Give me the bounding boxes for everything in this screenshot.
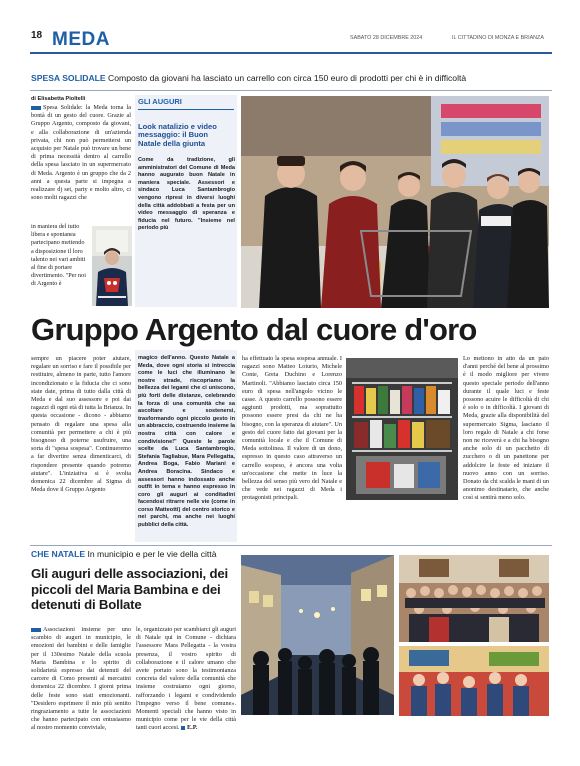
photo-bambini-maria-bambina <box>399 646 549 716</box>
page-number: 18 <box>31 30 43 41</box>
byline: di Elisabetta Pioltelli <box>31 96 86 102</box>
article1-col1-narrow: in maniera del tutto libera e spontanea partecipano mettendo a disposizione il loro talento nei vari ambiti al fine di portare divertimento. "Per noi di Argento è <box>31 223 86 288</box>
headline-auguri-associazioni: Gli auguri delle associazioni, dei piccoli del Maria Bambina e dei detenuti di Bollate <box>31 566 228 612</box>
kicker-che-natale <box>31 549 216 559</box>
header-date: SABATO 28 DICEMBRE 2024 <box>350 35 423 41</box>
sidebar-text-bottom: magico dell'anno. Questo Natale a Meda, dove ogni storia si intreccia come le luci che illuminano le nostre strade, riscopriamo la bellezza dei legami che ci uniscono, più forti delle distanze, celebrando la forza di una comunità che sa ascoltare e sostenersi, trasformando ogni piccolo gesto in un abbraccio, costruendo insieme la nostra città con calore e condivisione!" Queste le parole scelte da Luca Santambrogio, Stefania Tagliabue, Mara Pellegatta, Andrea Boga, Fabio Mariani e Andrea Boracina. Sindaco e assessori hanno indossato anche outfit in tema e hanno espresso in coro gli auguri ai conditadini facendosi ritrarre nelle vie (come in corso Matteotti) del centro storico e nei parchi, ma anche nei luoghi pubblici della città. <box>138 355 235 529</box>
sidebar-tag: GLI AUGURI <box>138 97 182 106</box>
article2-col2: le, organizzato per scambiarci gli auguri di Natale qui in Comune - dichiara l'assessore Mara Pellegatta - la vostra presenza, il vostro spirito di collaborazione e il calore umano che avete portato sono la testimonianza concreta del valore della comunità che insieme costruiamo ogni giorno, rafforzando i legami e condividendo l'impegno verso il bene comune». Momenti speciali che hanno visto in municipio come per le vie della città tanti cuori accesi. E.P. <box>136 626 236 732</box>
article1-col1-bottom: sempre un piacere poter aiutare, regalare un sorriso e fare il possibile per restituire, almeno in parte, tutto l'amore incondizionato e la fiducia che ci sono state date, prima di tutto dalla città di Meda e dal suo assessore e poi dai ragazzi di ogni età di tutta la Brianza. In questa occasione - dicono - abbiamo pensato di regalare una spesa alla comunità per permettere a chi è più bisognoso di poterne usufruire, una sorta di "spesa sospesa". Continueremo a far divertire senza dimenticarci, di rispondere presente quando potremo aiutare". L'iniziativa si è svolta domenica 22 dicembre al Sigma di Meda dove il Gruppo Argento <box>31 355 131 494</box>
kicker-tag: SPESA SOLIDALE <box>31 73 106 83</box>
lead-bullet-2 <box>31 628 41 632</box>
photo-scaffali-supermercato <box>346 358 458 500</box>
photo-vie-citta <box>241 555 394 715</box>
header-rule <box>30 52 552 54</box>
photo-associazioni-municipio <box>399 555 549 642</box>
kicker2-rule-top <box>30 545 552 546</box>
article2-col1: Associazioni insieme per uno scambio di auguri in municipio, le emozioni dei bambini e delle famiglie per il 130esimo Natale della scuola Maria Bambina e lo spirito di solidarietà espresso dai detenuti del carcere di Como presenti al mercatini domenica 22 dicembre. I giorni prima delle feste sono stati emozionanti. "Desidero esprimere il mio più sentito ringraziamento a tutte le associazioni che hanno partecipato con entusiasmo al nostro momento conviviale, <box>31 626 131 732</box>
photo-santa-sweater <box>92 226 132 306</box>
kicker-rule <box>30 90 552 91</box>
photo-gruppo-argento <box>241 96 549 308</box>
sidebar-title: Look natalizio e video messaggio: il Buon Natale della giunta <box>138 122 217 148</box>
kicker-spesa-solidale <box>31 73 561 83</box>
article1-col1-top: Spesa Solidale: la Meda torna la bontà di un gesto del cuore. Grazie al Gruppo Argento, composto da giovani, e alla collaborazione di un'azienda privata, chi non può permettersi un acquisto per Natale può trovare un bene di prima necessità dentro al carrello della spesa lasciato in un supermercato di Meda. Argento è un gruppo che da 2 anni a questa parte si impegna a realizzare dj set, party e molto altro, ci sono molti ragazzi che <box>31 104 131 202</box>
kicker-text: Composto da giovani ha lasciato un carrello con circa 150 euro di prodotti per chi è in difficoltà <box>108 73 467 83</box>
lead-bullet <box>31 106 41 110</box>
sidebar-text-top: Come da tradizione, gli amministratori del Comune di Meda hanno augurato buon Natale in maniera speciale. Assessori e sindaco Luca Santambrogio vengono ripresi in diversi luoghi della città addobbati a festa per un video messaggio di speranza e fiducia nel futuro. "Insieme nel periodo più <box>138 157 235 232</box>
article1-col4: Lo mettono in atto da un paio d'anni perché del bene al prossimo è il modo migliore per vivere questo speciale periodo dell'anno durante il quale luci e feste possono acuire le difficoltà di chi è solo o in difficoltà. I giovani di Meda, grazie alla disponibilità del supermercato Sigma, lasciano il loro regalo di Natale a chi forse non ne riceverà e a chi ha bisogno anche solo di un pacchetto di zucchero o di un panettone per addolcire le feste ed iniziare il nuovo anno con un sorriso. Donato da chi scalda le mani di un anonimo destinatario, che anche così si sentirà meno solo. <box>463 355 549 502</box>
section-title: MEDA <box>52 29 110 50</box>
kicker2-text: In municipio e per le vie della città <box>87 549 217 559</box>
kicker2-tag: CHE NATALE <box>31 549 86 559</box>
article1-col3: ha effettuato la spesa sospesa annuale. I ragazzi sono Matteo Loiurio, Michele Conte, Greta Duchino e Lorenzo Martinoli. "Abbiamo lasciato circa 150 euro di spesa nell'angolo vicino le casse. A questo carrello possono essere aggiunti prodotti, ma soprattutto possono essere presi da chi ne ha bisogno, con la speranza di aiutare". Un gesto del cuore fatto dai giovani per la comunità locale e che il Comune di Meda sottolinea. Il valore di un dono, espresso in questo caso attraverso un carrello sospeso, è ancora una volta un'occasione che mette in luce la bellezza del senso più vero del Natale e che vede nei ragazzi di Meda i protagonisti principali. <box>242 355 342 502</box>
header-paper: IL CITTADINO DI MONZA E BRIANZA <box>452 35 544 41</box>
headline-gruppo-argento: Gruppo Argento dal cuore d'oro <box>31 312 477 347</box>
sidebar-tag-rule <box>138 109 234 110</box>
signature-bullet <box>181 726 185 730</box>
